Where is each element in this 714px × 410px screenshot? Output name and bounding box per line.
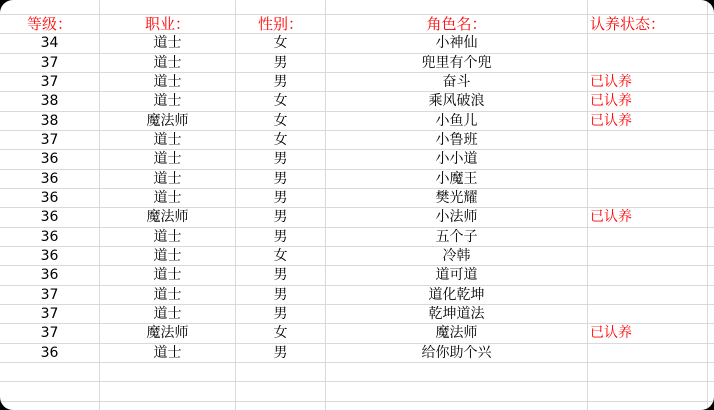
empty-cell[interactable]: [100, 363, 236, 382]
cell-level[interactable]: 36: [0, 344, 100, 363]
empty-cell[interactable]: [326, 363, 588, 382]
header-status[interactable]: 认养状态：: [588, 15, 708, 34]
cell-gender[interactable]: 女: [236, 34, 326, 53]
cell-gender[interactable]: 女: [236, 324, 326, 343]
cell-level[interactable]: 34: [0, 34, 100, 53]
empty-row: [0, 363, 714, 382]
empty-cell[interactable]: [236, 382, 326, 401]
cell-job[interactable]: 魔法师: [100, 208, 236, 227]
cell-status[interactable]: [588, 131, 708, 150]
empty-cell[interactable]: [326, 382, 588, 401]
cell-status[interactable]: [588, 189, 708, 208]
cell-name[interactable]: 魔法师: [326, 324, 588, 343]
cell-status[interactable]: 已认养: [588, 92, 708, 111]
empty-cell[interactable]: [236, 0, 326, 15]
cell-status[interactable]: 已认养: [588, 208, 708, 227]
empty-cell[interactable]: [0, 382, 100, 401]
cell-gender[interactable]: 男: [236, 266, 326, 285]
empty-cell[interactable]: [236, 402, 326, 410]
cell-job[interactable]: 道士: [100, 34, 236, 53]
header-level[interactable]: 等级：: [0, 15, 100, 34]
header-name[interactable]: 角色名：: [326, 15, 588, 34]
empty-cell[interactable]: [588, 0, 708, 15]
edge-sliver-cell: [708, 344, 714, 363]
cell-name[interactable]: 小神仙: [326, 34, 588, 53]
cell-level[interactable]: 36: [0, 266, 100, 285]
table-row: [0, 73, 714, 92]
table-row: [0, 208, 714, 227]
cell-status[interactable]: [588, 286, 708, 305]
empty-cell[interactable]: [326, 402, 588, 410]
empty-cell[interactable]: [100, 382, 236, 401]
cell-name[interactable]: 兜里有个兜: [326, 54, 588, 73]
cell-job[interactable]: 道士: [100, 189, 236, 208]
table-row: [0, 150, 714, 169]
edge-sliver-cell: [708, 266, 714, 285]
cell-status[interactable]: [588, 247, 708, 266]
cell-gender[interactable]: 男: [236, 150, 326, 169]
empty-row: [0, 402, 714, 410]
table-row: [0, 54, 714, 73]
cell-gender[interactable]: 男: [236, 286, 326, 305]
cell-job[interactable]: 道士: [100, 92, 236, 111]
cell-level[interactable]: 36: [0, 247, 100, 266]
cell-level[interactable]: 36: [0, 208, 100, 227]
empty-cell[interactable]: [0, 363, 100, 382]
cell-job[interactable]: 道士: [100, 150, 236, 169]
cell-name[interactable]: 道可道: [326, 266, 588, 285]
cell-level[interactable]: 36: [0, 228, 100, 247]
edge-sliver-cell: [708, 189, 714, 208]
cell-name[interactable]: 冷韩: [326, 247, 588, 266]
empty-cell[interactable]: [100, 0, 236, 15]
edge-sliver-cell: [708, 112, 714, 131]
cell-job[interactable]: 道士: [100, 286, 236, 305]
top-partial-row: [0, 0, 714, 15]
cell-status[interactable]: [588, 34, 708, 53]
edge-sliver-cell: [708, 305, 714, 324]
cell-status[interactable]: 已认养: [588, 73, 708, 92]
edge-sliver-cell: [708, 324, 714, 343]
cell-status[interactable]: [588, 54, 708, 73]
cell-job[interactable]: 道士: [100, 73, 236, 92]
table-row: [0, 247, 714, 266]
cell-name[interactable]: 小小道: [326, 150, 588, 169]
cell-job[interactable]: 道士: [100, 247, 236, 266]
cell-gender[interactable]: 男: [236, 344, 326, 363]
cell-name[interactable]: 小法师: [326, 208, 588, 227]
cell-job[interactable]: 道士: [100, 305, 236, 324]
cell-level[interactable]: 37: [0, 305, 100, 324]
empty-cell[interactable]: [326, 0, 588, 15]
edge-sliver-cell: [708, 34, 714, 53]
table-row: [0, 92, 714, 111]
cell-gender[interactable]: 女: [236, 247, 326, 266]
cell-name[interactable]: 道化乾坤: [326, 286, 588, 305]
edge-sliver-cell: [708, 131, 714, 150]
table-row: [0, 34, 714, 53]
cell-status[interactable]: [588, 228, 708, 247]
table-row: [0, 112, 714, 131]
cell-gender[interactable]: 男: [236, 228, 326, 247]
cell-job[interactable]: 道士: [100, 54, 236, 73]
cell-name[interactable]: 小鱼儿: [326, 112, 588, 131]
cell-gender[interactable]: 男: [236, 189, 326, 208]
cell-level[interactable]: 37: [0, 131, 100, 150]
table-row: [0, 286, 714, 305]
cell-gender[interactable]: 男: [236, 170, 326, 189]
edge-sliver-cell: [708, 402, 714, 410]
table-row: [0, 266, 714, 285]
empty-cell[interactable]: [236, 363, 326, 382]
edge-sliver-cell: [708, 54, 714, 73]
table-row: [0, 228, 714, 247]
cell-name[interactable]: 小鲁班: [326, 131, 588, 150]
empty-cell[interactable]: [0, 402, 100, 410]
cell-name[interactable]: 小魔王: [326, 170, 588, 189]
cell-gender[interactable]: 男: [236, 305, 326, 324]
cell-job[interactable]: 道士: [100, 131, 236, 150]
cell-level[interactable]: 37: [0, 73, 100, 92]
cell-gender[interactable]: 男: [236, 54, 326, 73]
table-row: [0, 189, 714, 208]
cell-name[interactable]: 乾坤道法: [326, 305, 588, 324]
cell-level[interactable]: 36: [0, 150, 100, 169]
cell-level[interactable]: 38: [0, 112, 100, 131]
edge-sliver-cell: [708, 170, 714, 189]
header-row: [0, 15, 714, 34]
edge-sliver-cell: [708, 247, 714, 266]
cell-gender[interactable]: 女: [236, 92, 326, 111]
cell-job[interactable]: 魔法师: [100, 112, 236, 131]
edge-sliver-cell: [708, 382, 714, 401]
cell-level[interactable]: 36: [0, 189, 100, 208]
cell-name[interactable]: 五个子: [326, 228, 588, 247]
cell-level[interactable]: 37: [0, 286, 100, 305]
edge-sliver-cell: [708, 208, 714, 227]
edge-sliver-cell: [708, 73, 714, 92]
empty-cell[interactable]: [0, 0, 100, 15]
empty-cell[interactable]: [100, 402, 236, 410]
cell-gender[interactable]: 男: [236, 208, 326, 227]
cell-name[interactable]: 奋斗: [326, 73, 588, 92]
edge-sliver-cell: [708, 150, 714, 169]
cell-status[interactable]: [588, 266, 708, 285]
cell-status[interactable]: [588, 305, 708, 324]
cell-job[interactable]: 道士: [100, 170, 236, 189]
cell-job[interactable]: 道士: [100, 266, 236, 285]
cell-gender[interactable]: 男: [236, 73, 326, 92]
cell-job[interactable]: 道士: [100, 344, 236, 363]
edge-sliver-cell: [708, 92, 714, 111]
empty-cell[interactable]: [588, 402, 708, 410]
table-row: [0, 305, 714, 324]
edge-sliver-cell: [708, 228, 714, 247]
cell-level[interactable]: 38: [0, 92, 100, 111]
cell-job[interactable]: 魔法师: [100, 324, 236, 343]
edge-sliver-cell: [708, 363, 714, 382]
cell-level[interactable]: 37: [0, 54, 100, 73]
table-body: [0, 34, 714, 410]
cell-level[interactable]: 36: [0, 170, 100, 189]
cell-status[interactable]: [588, 344, 708, 363]
cell-name[interactable]: 给你助个兴: [326, 344, 588, 363]
edge-sliver-cell: [708, 286, 714, 305]
cell-level[interactable]: 37: [0, 324, 100, 343]
cell-status[interactable]: [588, 170, 708, 189]
cell-status[interactable]: 已认养: [588, 324, 708, 343]
cell-name[interactable]: 樊光耀: [326, 189, 588, 208]
cell-status[interactable]: [588, 150, 708, 169]
cell-gender[interactable]: 女: [236, 112, 326, 131]
empty-row: [0, 382, 714, 401]
header-gender[interactable]: 性别：: [236, 15, 326, 34]
empty-cell[interactable]: [588, 382, 708, 401]
table-row: [0, 324, 714, 343]
table-row: [0, 344, 714, 363]
cell-status[interactable]: 已认养: [588, 112, 708, 131]
cell-job[interactable]: 道士: [100, 228, 236, 247]
cell-gender[interactable]: 女: [236, 131, 326, 150]
edge-sliver-cell: [708, 15, 714, 34]
table-row: [0, 131, 714, 150]
edge-sliver-cell: [708, 0, 714, 15]
header-job[interactable]: 职业：: [100, 15, 236, 34]
empty-cell[interactable]: [588, 363, 708, 382]
cell-name[interactable]: 乘风破浪: [326, 92, 588, 111]
table-row: [0, 170, 714, 189]
